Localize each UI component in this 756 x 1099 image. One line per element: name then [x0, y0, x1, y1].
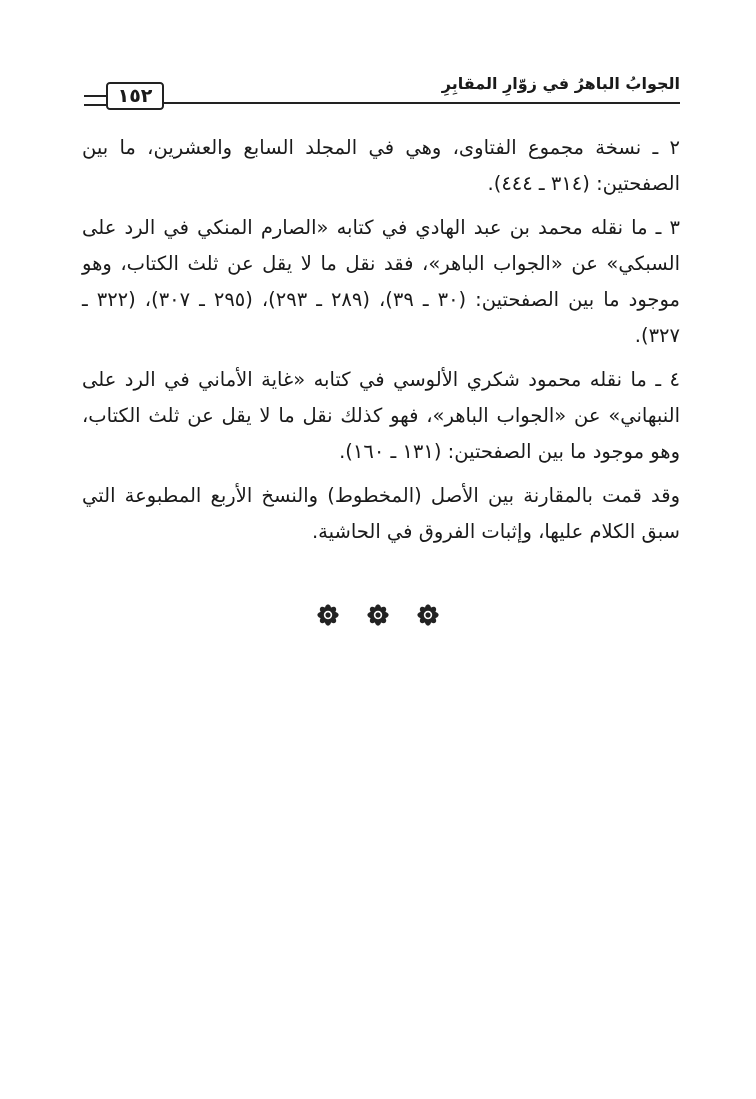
running-title: الجوابُ الباهرُ في زوّارِ المقابِرِ — [441, 74, 680, 93]
header-rule — [164, 102, 680, 104]
page-number-frame — [106, 82, 164, 110]
paragraph-conclusion: وقد قمت بالمقارنة بين الأصل (المخطوط) والنسخ الأربع المطبوعة التي سبق الكلام عليها، وإثبات الفروق في الحاشية. — [82, 484, 680, 543]
page-number: ١٥٢ — [117, 84, 153, 107]
folio-dashes — [84, 95, 106, 106]
flower-ornament-icon — [417, 604, 439, 626]
paragraph-item-4: ٤ ـ ما نقله محمود شكري الألوسي في كتابه «غاية الأماني في الرد على النبهاني» عن «الجواب الباهر»، فهو كذلك نقل ما لا يقل عن ثلث الكتاب، وهو موجود ما بين الصفحتين: (١٣١ ـ ١٦٠). — [82, 368, 680, 463]
paragraph-item-2: ٢ ـ نسخة مجموع الفتاوى، وهي في المجلد السابع والعشرين، ما بين الصفحتين: (٣١٤ ـ ٤٤٤). — [82, 136, 680, 195]
section-end-ornaments — [0, 604, 756, 638]
paragraph-item-3: ٣ ـ ما نقله محمد بن عبد الهادي في كتابه «الصارم المنكي في الرد على السبكي» عن «الجواب الباهر»، فقد نقل ما لا يقل عن ثلث الكتاب، وهو موجود ما بين الصفحتين: (٣٠ ـ ٣٩)، (٢٨٩ ـ ٢٩٣)، (٢٩٥ ـ ٣٠٧)، (٣٢٢ ـ ٣٢٧). — [82, 216, 680, 347]
page-header — [84, 72, 680, 118]
flower-ornament-icon — [367, 604, 389, 626]
body-text — [82, 130, 680, 558]
flower-ornament-icon — [317, 604, 339, 626]
